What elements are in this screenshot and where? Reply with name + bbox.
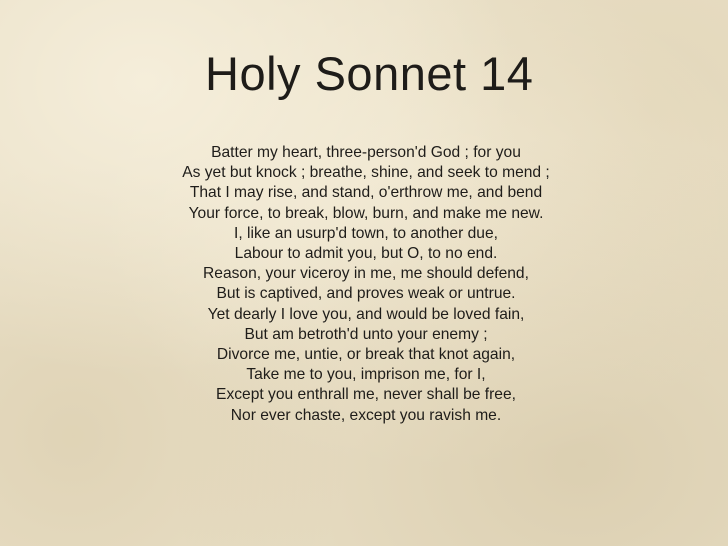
poem-body xyxy=(172,143,560,426)
poem-line: That I may rise, and stand, o'erthrow me, and bend xyxy=(189,184,543,202)
poem-line: Batter my heart, three-person'd God ; for you xyxy=(211,144,521,161)
poem-line: Reason, your viceroy in me, me should defend, xyxy=(203,265,529,283)
poem-line: Except you enthrall me, never shall be free, xyxy=(216,386,516,404)
poem-line: But is captived, and proves weak or untrue. xyxy=(216,285,516,303)
poem-line: Your force, to break, blow, burn, and make me new. xyxy=(188,204,544,222)
poem-line: But am betroth'd unto your enemy ; xyxy=(244,325,488,343)
poem-line: Yet dearly I love you, and would be loved fain, xyxy=(207,305,525,323)
poem-line: Divorce me, untie, or break that knot again, xyxy=(216,346,516,364)
poem-line: Take me to you, imprison me, for I, xyxy=(246,366,486,384)
poem-line: As yet but knock ; breathe, shine, and seek to mend ; xyxy=(182,164,550,182)
poem-line: Nor ever chaste, except you ravish me. xyxy=(230,406,502,424)
poem-line: Labour to admit you, but O, to no end. xyxy=(234,245,498,263)
poem-line: I, like an usurp'd town, to another due, xyxy=(234,224,498,242)
slide-title: Holy Sonnet 14 xyxy=(205,47,534,100)
